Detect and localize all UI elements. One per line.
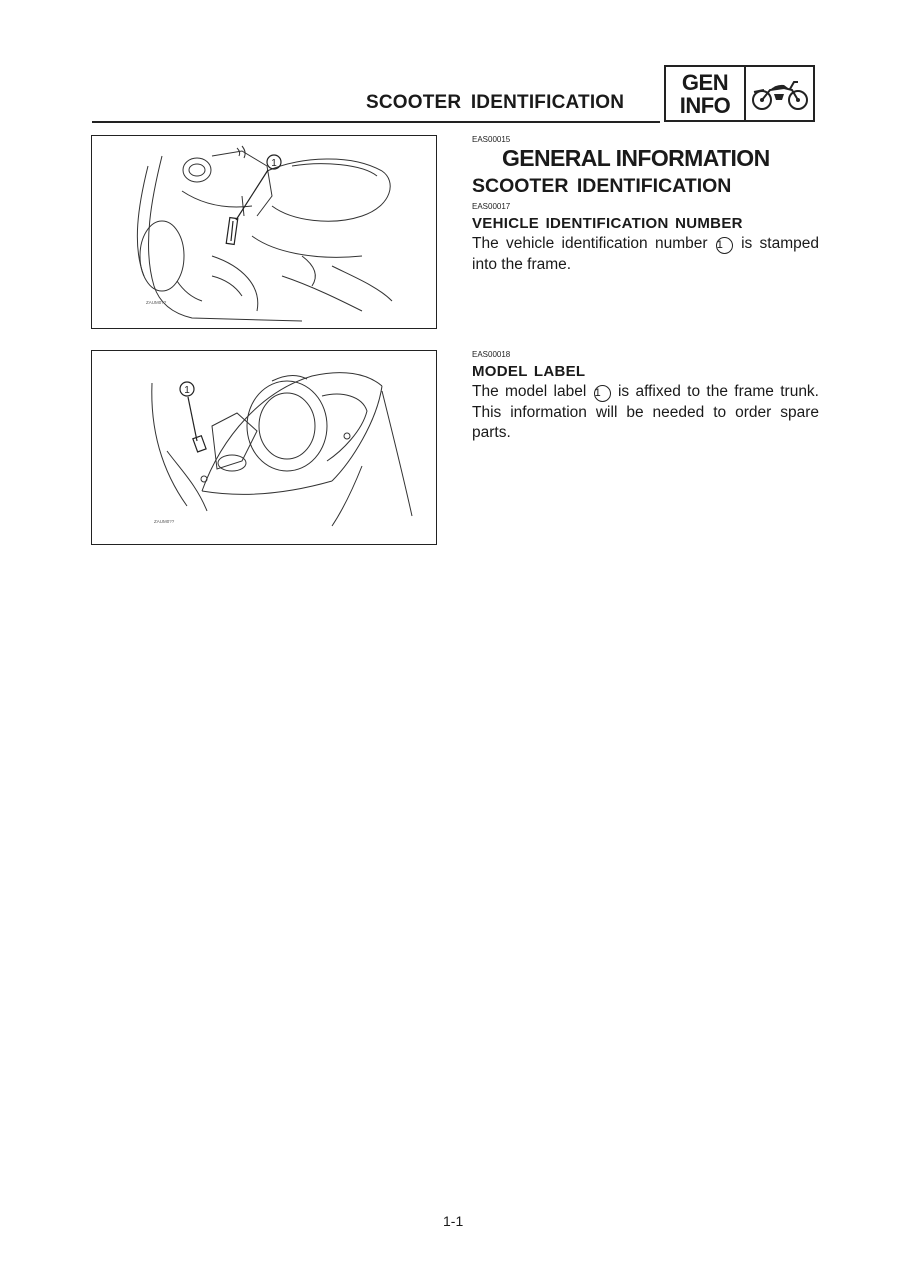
figure-2-code: ZAUM0?? bbox=[154, 519, 175, 524]
model-label-illustration bbox=[92, 351, 435, 543]
model-callout-ref: 1 bbox=[594, 385, 611, 402]
header-rule bbox=[92, 121, 660, 123]
doc-code-3: EAS00018 bbox=[472, 350, 511, 359]
figure-frame-number bbox=[91, 135, 437, 329]
section-title: SCOOTER IDENTIFICATION bbox=[472, 175, 732, 197]
model-label-heading: MODEL LABEL bbox=[472, 363, 586, 380]
figure-model-label bbox=[91, 350, 437, 545]
vin-callout-ref: 1 bbox=[716, 237, 733, 254]
vin-text-after: is stamped into the frame. bbox=[472, 235, 819, 273]
figure-2-callout: 1 bbox=[184, 385, 190, 396]
badge-line-2: INFO bbox=[679, 92, 731, 118]
vin-heading: VEHICLE IDENTIFICATION NUMBER bbox=[472, 215, 743, 232]
frame-number-illustration bbox=[92, 136, 435, 327]
figure-1-callout: 1 bbox=[271, 158, 277, 169]
page-number: 1-1 bbox=[443, 1213, 464, 1229]
vin-paragraph bbox=[472, 234, 819, 275]
model-text-after: is affixed to the frame trunk. This information will be needed to order spare parts. bbox=[472, 383, 819, 441]
badge-line-1: GEN bbox=[681, 69, 729, 95]
section-badge bbox=[664, 65, 815, 122]
model-label-paragraph bbox=[472, 382, 819, 444]
chapter-title: GENERAL INFORMATION bbox=[502, 145, 770, 171]
motorcycle-icon bbox=[746, 67, 813, 120]
figure-1-code: ZAUM0?? bbox=[146, 300, 167, 305]
badge-text bbox=[666, 67, 746, 120]
page-header-title: SCOOTER IDENTIFICATION bbox=[366, 92, 625, 113]
vin-text-before: The vehicle identification number bbox=[472, 235, 708, 252]
doc-code-1: EAS00015 bbox=[472, 135, 511, 144]
model-text-before: The model label bbox=[472, 383, 587, 400]
doc-code-2: EAS00017 bbox=[472, 202, 511, 211]
